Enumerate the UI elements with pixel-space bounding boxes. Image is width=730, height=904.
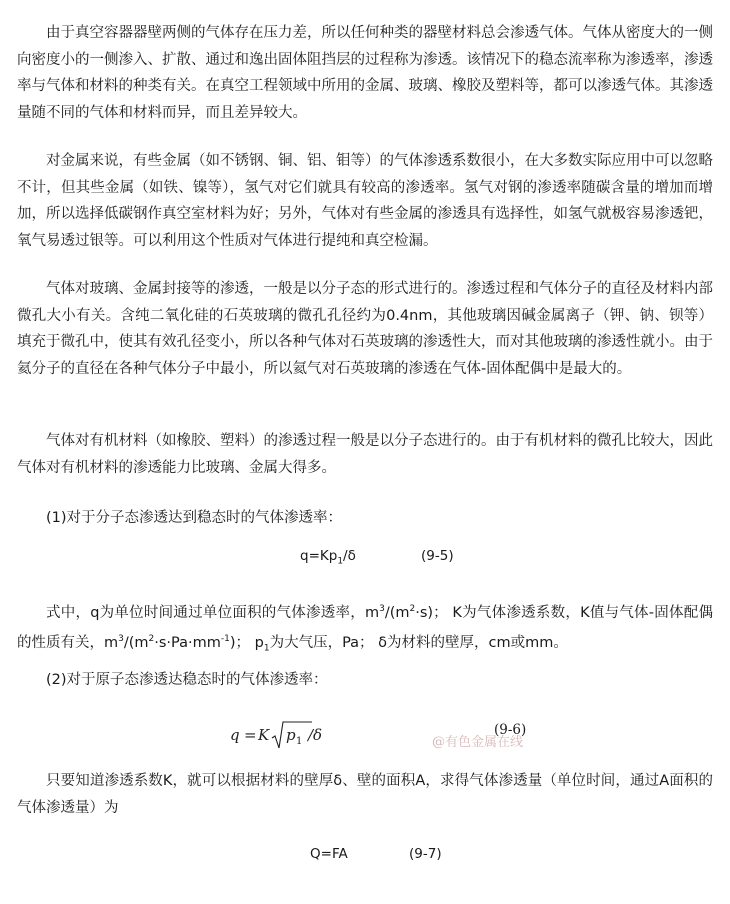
item-molecular-permeation: (1)对于分子态渗透达到稳态时的气体渗透率： xyxy=(46,510,343,526)
paragraph-organic: 气体对有机材料（如橡胶、塑料）的渗透过程一般是以分子态进行的。由于有机材料的微孔比较大，因此气体对有机材料的渗透能力比玻璃、金属大得多。 xyxy=(17,433,713,476)
paragraph-permeation-intro: 由于真空容器器壁两侧的气体存在压力差，所以任何种类的器壁材料总会渗透气体。气体从密度大的一侧向密度小的一侧渗入、扩散、通过和逸出固体阻挡层的过程称为渗透。该情况下的稳态流率称为渗透率，渗透率与气体和材料的种类有关。在真空工程领域中所用的金属、玻璃、橡胶及塑料等，都可以渗透气体。其渗透量随不同的气体和材料而异，而且差异较大。 xyxy=(17,25,713,121)
svg-text:1: 1 xyxy=(296,736,303,747)
svg-text:=: = xyxy=(244,726,257,744)
item-atomic-permeation: (2)对于原子态渗透达稳态时的气体渗透率： xyxy=(46,672,328,688)
watermark-text: @有色金属在线 xyxy=(432,735,524,750)
paragraph-metals: 对金属来说，有些金属（如不锈钢、铜、铝、钼等）的气体渗透系数很小，在大多数实际应用中可以忽略不计，但其些金属（如铁、镍等），氢气对它们就具有较高的渗透率。氢气对钢的渗透率随碳含量的增加而增加，所以选择低碳钢作真空室材料为好；另外，气体对有些金属的渗透具有选择性，如氢气就极容易渗透钯，氧气易透过银等。可以利用这个性质对气体进行提纯和真空检漏。 xyxy=(17,153,713,249)
equation-9-6 xyxy=(228,712,358,756)
paragraph-glass: 气体对玻璃、金属封接等的渗透，一般是以分子态的形式进行的。渗透过程和气体分子的直径及材料内部微孔大小有关。含纯二氧化硅的石英玻璃的微孔孔径约为0.4nm，其他玻璃因碱金属离子（钾、钠、钡等）填充于微孔中，使其有效孔径变小，所以各种气体对石英玻璃的渗透性大，而对其他玻璃的渗透性就小。由于氦分子的直径在各种气体分子中最小，所以氦气对石英玻璃的渗透在气体-固体配偶中是最大的。 xyxy=(17,281,713,377)
equation-9-7: Q=FA xyxy=(310,846,348,862)
equation-number-9-6: (9-6) xyxy=(494,722,527,738)
paragraph-symbol-definitions: 式中，q为单位时间通过单位面积的气体渗透率，$m^3/(m^2\cdot s)$； K为气体渗透系数，K值与气体-固体配偶的性质有关，$m^3/(m^2\cdot s\cdot Pa\cdot mm^{-1})$； $p_1$为大气压，Pa； δ为材料的壁厚，cm或mm。 xyxy=(17,604,713,655)
equation-number-9-5: (9-5) xyxy=(421,548,454,564)
svg-text:p: p xyxy=(286,726,296,744)
svg-text:q: q xyxy=(230,726,240,744)
paragraph-permeation-quantity: 只要知道渗透系数K，就可以根据材料的壁厚δ、壁的面积A，求得气体渗透量（单位时间，通过A面积的气体渗透量）为 xyxy=(17,773,713,816)
equation-9-5: $q=Kp_1/\delta$ xyxy=(300,548,356,567)
svg-text:K: K xyxy=(258,726,270,744)
svg-text:/δ: /δ xyxy=(308,726,323,744)
equation-number-9-7: (9-7) xyxy=(409,846,442,862)
